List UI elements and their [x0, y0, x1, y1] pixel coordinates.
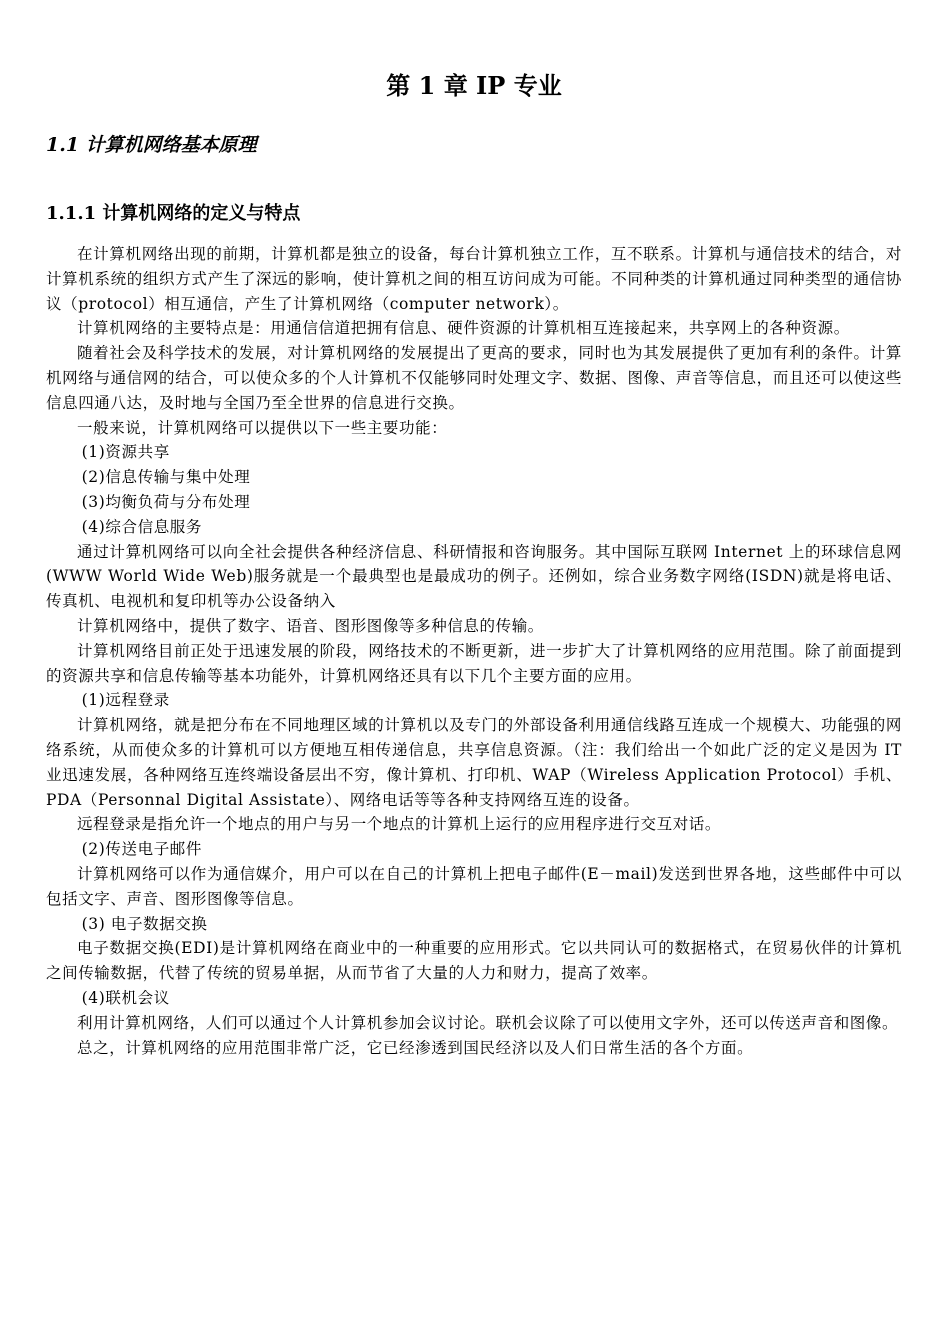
- paragraph-remote-login: 远程登录是指允许一个地点的用户与另一个地点的计算机上运行的应用程序进行交互对话。: [77, 815, 722, 834]
- list-item-edi: (3) 电子数据交换: [81, 914, 208, 933]
- paragraph-services: 通过计算机网络可以向全社会提供各种经济信息、科研情报和咨询服务。其中国际互联网 Internet 上的环球信息网(WWW World Wide Web)服务就是一个最典型也是最成功的例子。还例如，综合业务数字网络(ISDN)就是将电话、传真机、电视机和复印机等办公设备纳入: [46, 542, 902, 611]
- paragraph-applications: 计算机网络目前正处于迅速发展的阶段，网络技术的不断更新，进一步扩大了计算机网络的应用范围。除了前面提到的资源共享和信息传输等基本功能外，计算机网络还具有以下几个主要方面的应用。: [46, 641, 902, 685]
- paragraph-intro: 在计算机网络出现的前期，计算机都是独立的设备，每台计算机独立工作，互不联系。计算机与通信技术的结合，对计算机系统的组织方式产生了深远的影响，使计算机之间的相互访问成为可能。不同种类的计算机通过同种类型的通信协议（protocol）相互通信，产生了计算机网络（computer network）。: [46, 245, 902, 313]
- paragraph-conclusion: 总之，计算机网络的应用范围非常广泛，它已经渗透到国民经济以及人们日常生活的各个方面。: [77, 1038, 754, 1057]
- paragraph-edi: 电子数据交换(EDI)是计算机网络在商业中的一种重要的应用形式。它以共同认可的数据格式，在贸易伙伴的计算机之间传输数据，代替了传统的贸易单据，从而节省了大量的人力和财力，提高了效率。: [46, 939, 902, 983]
- section-title: 1.1 计算机网络基本原理: [46, 134, 257, 156]
- body-text: [46, 242, 902, 1060]
- paragraph-development: 随着社会及科学技术的发展，对计算机网络的发展提出了更高的要求，同时也为其发展提供了更加有利的条件。计算机网络与通信网的结合，可以使众多的个人计算机不仅能够同时处理文字、数据、图像、声音等信息，而且还可以使这些信息四通八达，及时地与全国乃至全世界的信息进行交换。: [46, 344, 902, 412]
- paragraph-features: 计算机网络的主要特点是：用通信信道把拥有信息、硬件资源的计算机相互连接起来，共享网上的各种资源。: [77, 319, 850, 338]
- paragraph-network-definition: 计算机网络，就是把分布在不同地理区域的计算机以及专门的外部设备利用通信线路互连成一个规模大、功能强的网络系统，从而使众多的计算机可以方便地互相传递信息，共享信息资源。（注：我们给出一个如此广泛的定义是因为 IT 业迅速发展，各种网络互连终端设备层出不穷，像计算机、打印机、WAP（Wireless Application Protocol）手机、PDA（Personnal Digital Assistate）、网络电话等等各种支持网络互连的设备。: [46, 716, 902, 809]
- paragraph-online-meeting: 利用计算机网络，人们可以通过个人计算机参加会议讨论。联机会议除了可以使用文字外，还可以传送声音和图像。: [77, 1013, 899, 1032]
- list-item-remote-login: (1)远程登录: [81, 691, 170, 710]
- list-item-information-transfer: (2)信息传输与集中处理: [81, 468, 251, 487]
- list-item-load-balancing: (3)均衡负荷与分布处理: [81, 492, 251, 511]
- list-item-resource-sharing: (1)资源共享: [81, 443, 170, 462]
- paragraph-email: 计算机网络可以作为通信媒介，用户可以在自己的计算机上把电子邮件(E－mail)发送到世界各地，这些邮件中可以包括文字、声音、图形图像等信息。: [46, 864, 902, 908]
- list-item-online-meeting: (4)联机会议: [81, 988, 170, 1007]
- chapter-title: 第 1 章 IP 专业: [386, 71, 562, 100]
- paragraph-functions-intro: 一般来说，计算机网络可以提供以下一些主要功能：: [77, 418, 448, 437]
- paragraph-multimedia: 计算机网络中，提供了数字、语音、图形图像等多种信息的传输。: [77, 616, 544, 635]
- list-item-info-service: (4)综合信息服务: [81, 517, 202, 536]
- list-item-email: (2)传送电子邮件: [81, 840, 202, 859]
- subsection-title: 1.1.1 计算机网络的定义与特点: [46, 203, 301, 224]
